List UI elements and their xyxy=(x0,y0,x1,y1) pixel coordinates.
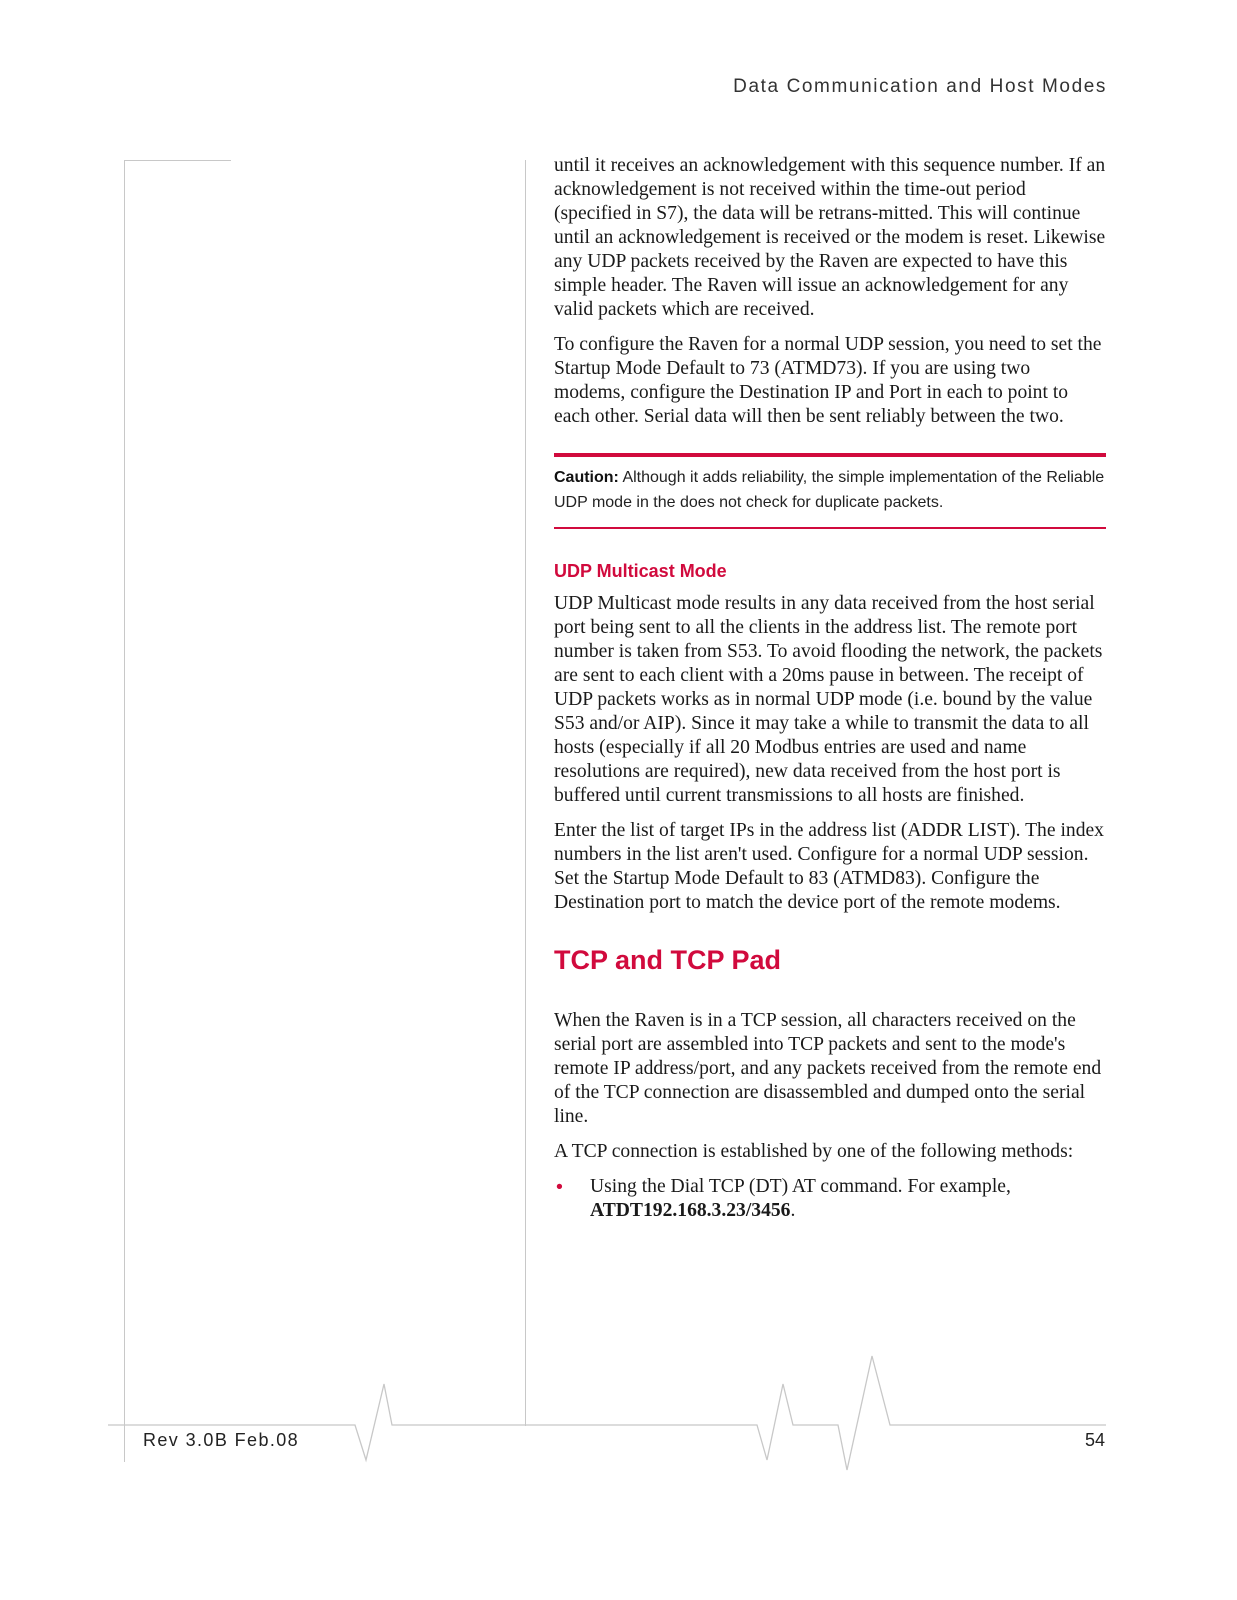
frame-column-rule xyxy=(525,160,526,1426)
list-item xyxy=(554,1175,1106,1223)
bullet-end: . xyxy=(790,1200,796,1221)
paragraph: Enter the list of target IPs in the address list (ADDR LIST). The index numbers in the list aren't used. Configure for a normal UDP session. Set the Startup Mode Default to 83 (ATMD83). Configure the Destination port to match the device port of the remote modems. xyxy=(554,820,1104,913)
bullet-text: Using the Dial TCP (DT) AT command. For example, xyxy=(590,1176,1011,1197)
running-header: Data Communication and Host Modes xyxy=(733,76,1107,97)
paragraph: until it receives an acknowledgement with this sequence number. If an acknowledgement is not received within the time-out period (specified in S7), the data will be retrans-mitted. This will continue until an acknowledgement is received or the modem is reset. Likewise any UDP packets received by the Raven are expected to have this simple header. The Raven will issue an acknowledgement for any valid packets which are received. xyxy=(554,155,1106,320)
paragraph: To configure the Raven for a normal UDP session, you need to set the Startup Mode Default to 73 (ATMD73). If you are using two modems, configure the Destination IP and Port in each to point to each other. Serial data will then be sent reliably between the two. xyxy=(554,334,1102,427)
section-heading-udp-multicast: UDP Multicast Mode xyxy=(554,561,727,581)
bullet-command: ATDT192.168.3.23/3456 xyxy=(590,1200,791,1221)
paragraph: When the Raven is in a TCP session, all characters received on the serial port are assembled into TCP packets and sent to the mode's remote IP address/port, and any packets received from the remote end of the TCP connection are disassembled and dumped onto the serial line. xyxy=(554,1010,1102,1127)
main-content xyxy=(554,154,1106,1223)
bullet-icon: • xyxy=(556,1176,563,1198)
section-heading-tcp: TCP and TCP Pad xyxy=(554,945,782,975)
footer-revision: Rev 3.0B Feb.08 xyxy=(143,1430,300,1450)
frame-left-rule xyxy=(124,160,125,1462)
paragraph: UDP Multicast mode results in any data received from the host serial port being sent to all the clients in the address list. The remote port number is taken from S53. To avoid flooding the network, the packets are sent to each client with a 20ms pause in between. The receipt of UDP packets works as in normal UDP mode (i.e. bound by the value S53 and/or AIP). Since it may take a while to transmit the data to all hosts (especially if all 20 Modbus entries are used and name resolutions are required), new data received from the host port is buffered until current transmissions to all hosts are finished. xyxy=(554,593,1103,806)
paragraph: A TCP connection is established by one of the following methods: xyxy=(554,1141,1074,1162)
caution-text: Although it adds reliability, the simple implementation of the Reliable UDP mode in the does not check for duplicate packets. xyxy=(554,469,1105,511)
frame-top-rule xyxy=(124,160,231,161)
caution-note xyxy=(554,453,1106,529)
caution-label: Caution: xyxy=(554,469,619,486)
page-number: 54 xyxy=(1084,1430,1105,1450)
